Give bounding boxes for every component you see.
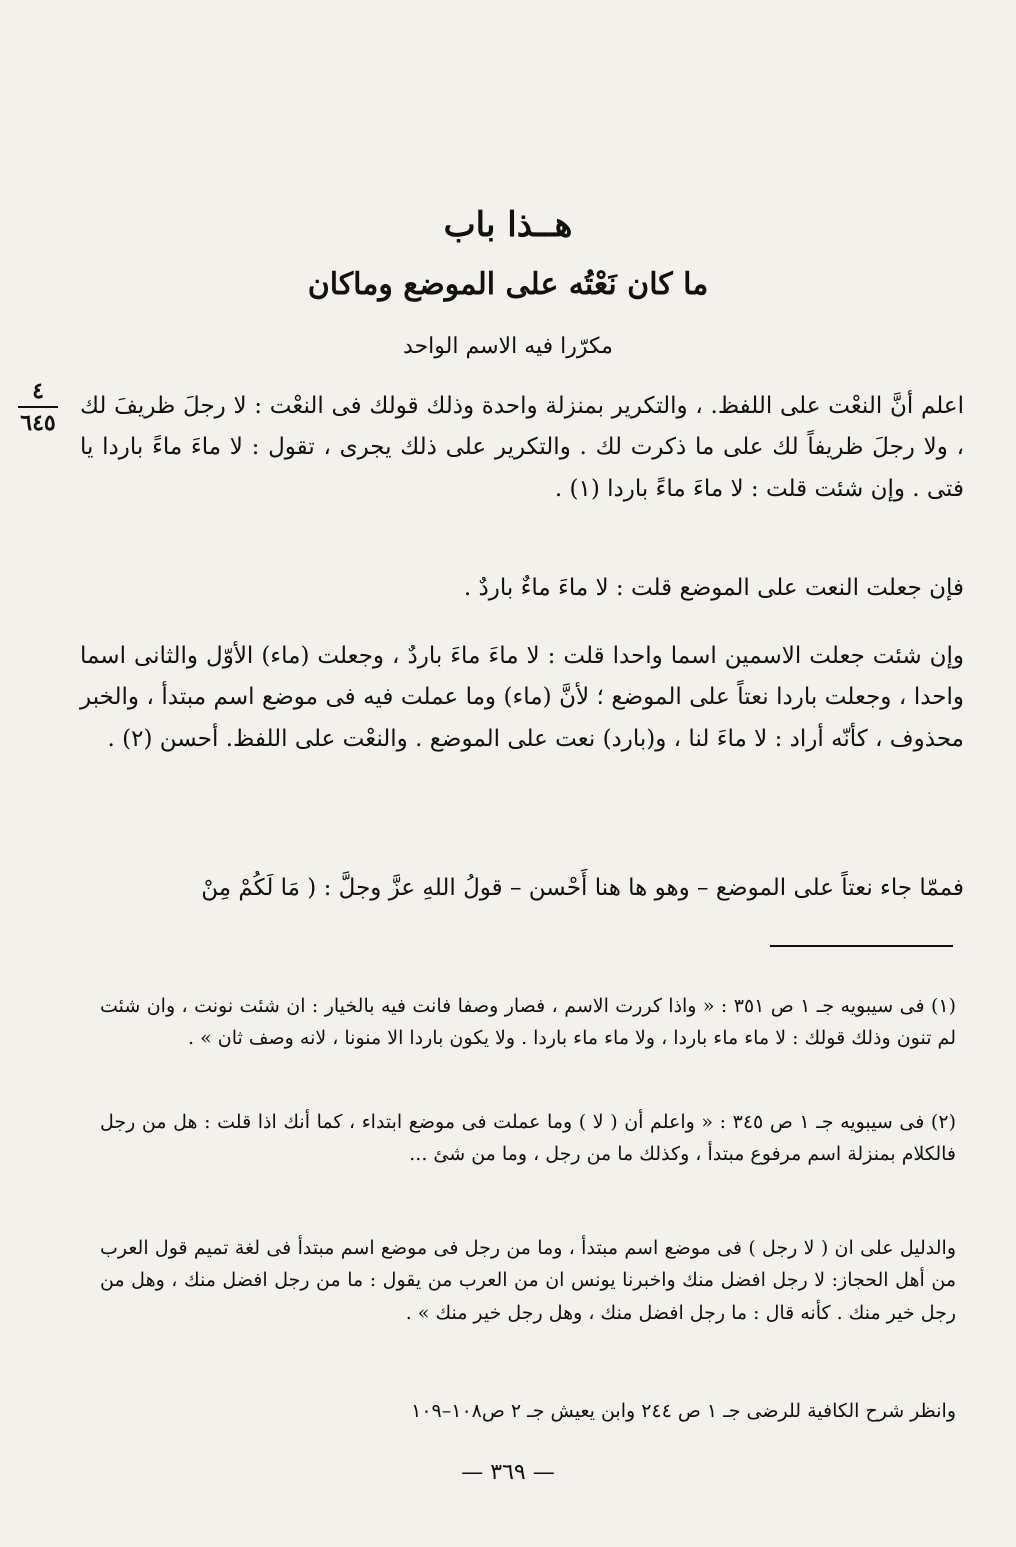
body-paragraph-1: اعلم أنَّ النعْت على اللفظ. ، والتكرير بمنزلة واحدة وذلك قولك فى النعْت : لا رجلَ ظريفَ لك ، ولا رجلَ ظريفاً لك على ما ذكرت لك . والتكرير على ذلك يجرى ، تقول : لا ماءَ ماءً باردا يا فتى . وإن شئت قلت : لا ماءَ ماءً باردا (١) .	[80, 393, 964, 502]
footnote-2-continued: والدليل على ان ( لا رجل ) فى موضع اسم مبتدأ ، وما من رجل فى موضع اسم مبتدأ فى لغة تميم قول العرب من أهل الحجاز: لا رجل افضل منك واخبرنا يونس ان من العرب من يقول : ما من رجل افضل منك ، وهل من رجل خير منك . كأنه قال : ما رجل افضل منك ، وهل رجل خير منك » .	[100, 1237, 956, 1324]
margin-reference	[14, 378, 62, 437]
footnote-1: (١) فى سيبويه جـ ١ ص ٣٥١ : « واذا كررت الاسم ، فصار وصفا فانت فيه بالخيار : ان شئت نونت ، وان شئت لم تنون وذلك قولك : لا ماء ماء باردا ، ولا ماء ماء باردا . ولا يكون باردا الا منونا ، لانه وصف ثان » .	[100, 995, 956, 1050]
margin-reference-volume: ٤	[32, 378, 44, 404]
footnote-2: (٢) فى سيبويه جـ ١ ص ٣٤٥ : « واعلم أن ( لا ) وما عملت فى موضع ابتداء ، كما أنك اذا قلت : هل من رجل فالكلام بمنزلة اسم مرفوع مبتدأ ، وكذلك ما من رجل ، وما من شئ ...	[100, 1111, 956, 1166]
footnote-2-reference: وانظر شرح الكافية للرضى جـ ١ ص ٢٤٤ وابن يعيش جـ ٢ ص١٠٨–١٠٩	[411, 1400, 956, 1422]
body-paragraph-3: وإن شئت جعلت الاسمين اسما واحدا قلت : لا ماءَ ماءَ باردٌ ، وجعلت (ماء) الأوّل والثانى اسما واحدا ، وجعلت باردا نعتاً على الموضع ؛ لأنَّ (ماء) وما عملت فيه فى موضع اسم مبتدأ ، والخبر محذوف ، كأنّه أراد : لا ماءَ لنا ، و(بارد) نعت على الموضع . والنعْت على اللفظ. أحسن (٢) .	[80, 643, 964, 752]
page-number: — ٣٦٩ —	[461, 1460, 555, 1485]
chapter-title: هــذا باب	[443, 205, 573, 245]
chapter-subtitle: ما كان نَعْتُه على الموضع وماكان	[307, 267, 709, 302]
footnote-separator	[770, 945, 953, 947]
body-paragraph-2: فإن جعلت النعت على الموضع قلت : لا ماءَ ماءٌ باردٌ .	[463, 575, 964, 601]
margin-reference-divider	[18, 406, 58, 408]
body-paragraph-4: فممّا جاء نعتاً على الموضع – وهو ها هنا أَحْسن – قولُ اللهِ عزَّ وجلَّ : ( مَا لَكُمْ مِنْ	[201, 875, 964, 901]
margin-reference-page: ٦٤٥	[20, 410, 56, 437]
chapter-subtitle-line2: مكرّرا فيه الاسم الواحد	[403, 334, 613, 359]
